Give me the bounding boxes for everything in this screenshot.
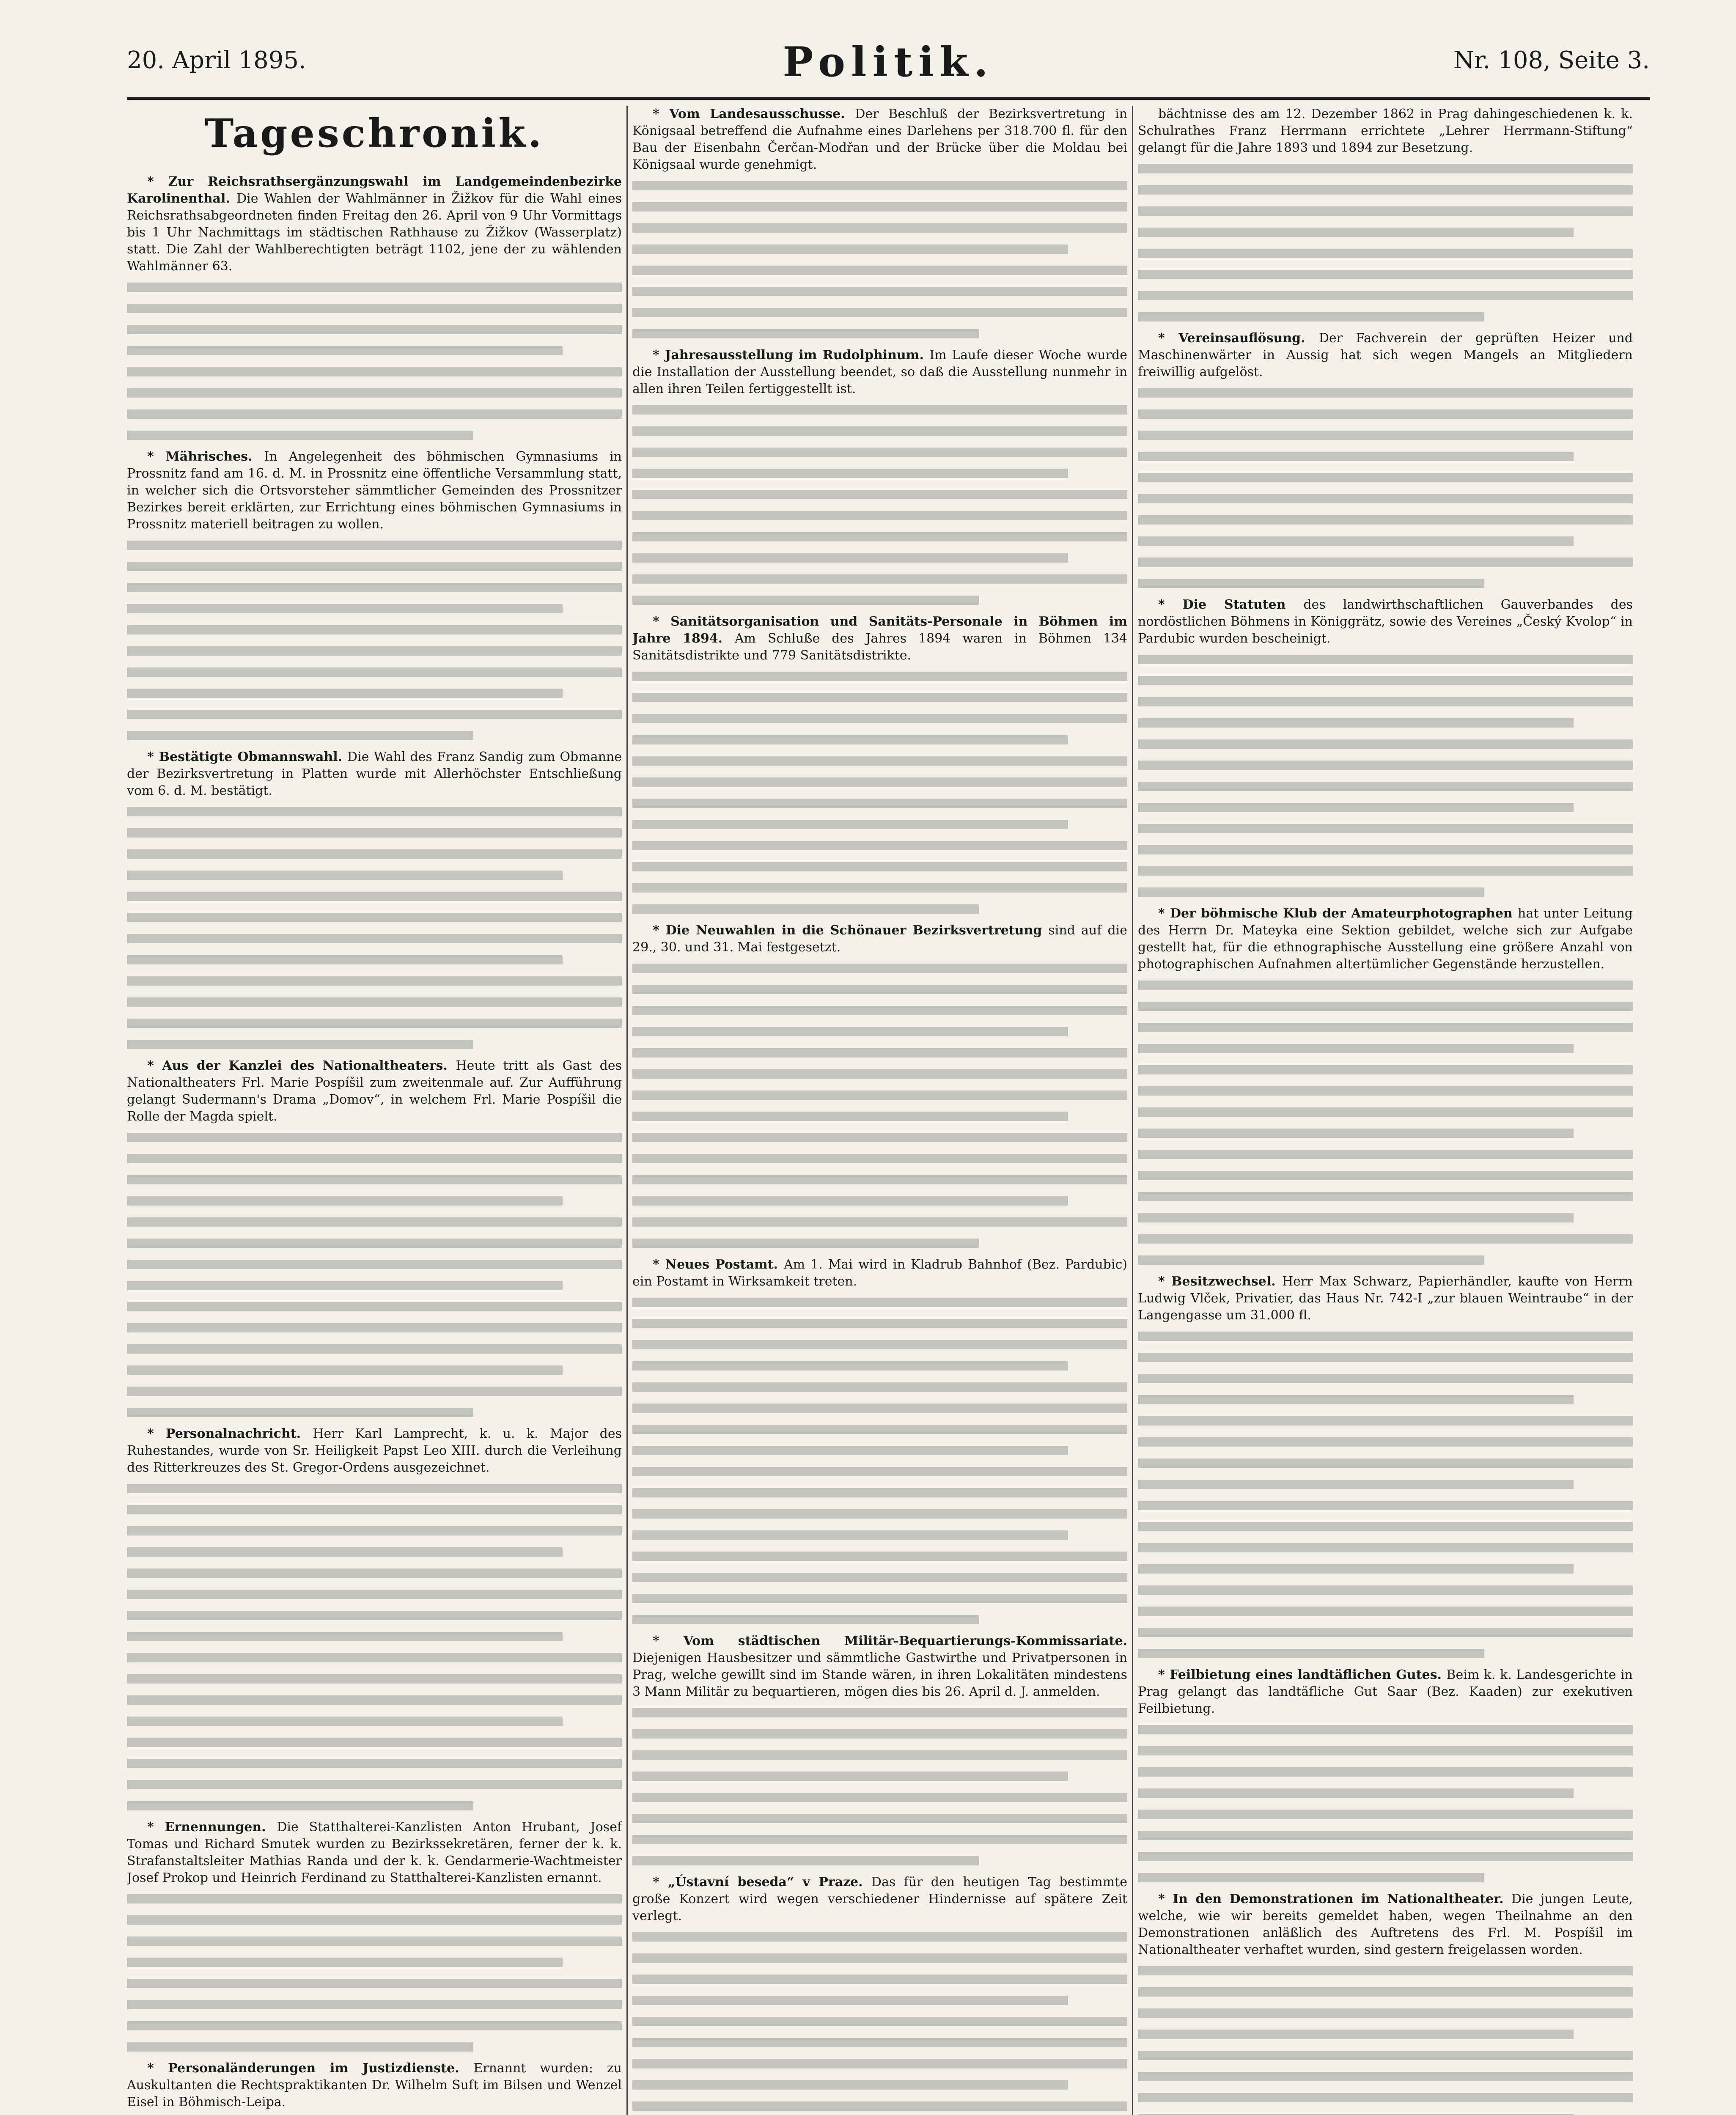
text-line-filler [1138,224,1574,241]
text-line-filler [1138,1743,1633,1760]
text-line-filler [632,981,1127,998]
text-line-filler [127,537,622,554]
article-heading: * Feilbietung eines landtäflichen Gutes. [1158,1667,1447,1682]
text-line-filler [1138,266,1633,283]
text-line-filler [1138,1476,1574,1493]
section-title: Tageschronik. [204,110,544,156]
text-line-filler [1138,651,1633,668]
text-line-filler [127,558,622,575]
article-paragraph [632,1633,1127,1700]
article-paragraph [1138,106,1633,157]
text-line-filler [1138,406,1633,423]
article-paragraph [632,106,1127,173]
text-line-filler [127,601,563,618]
article-paragraph [632,1256,1127,1290]
text-line-filler [127,1954,563,1971]
article-text: des landwirthschaftlichen Gauverbandes des nordöstlichen Böhmens in Königgrätz, sowie des Vereines „Český Kvolop“ in Pardubic wurden bescheinigt. [1138,597,1633,646]
article-heading: * Bestätigte Obmannswahl. [147,750,348,764]
text-line-filler [632,402,1127,419]
text-line-filler [632,1590,1127,1607]
article-text: Herr Max Schwarz, Papierhändler, kaufte von Herrn Ludwig Vlček, Privatier, das Haus Nr. 742-I „zur blauen Weintraube“ in der Langengasse um 31.000 fl. [1138,1274,1633,1323]
text-line-filler [1138,2026,1574,2043]
text-line-filler [127,994,622,1011]
text-line-filler [1138,694,1633,711]
text-line-filler [1138,1019,1633,1036]
text-line-filler [632,1726,1127,1743]
text-line-filler [127,1671,622,1688]
text-line-filler [1138,554,1633,571]
text-line-filler [127,804,622,821]
text-line-filler [1138,1624,1633,1641]
text-line-filler [1138,1582,1633,1599]
article-heading: * „Ústavní beseda“ v Praze. [653,1875,871,1890]
article-paragraph [1138,1273,1633,1324]
text-line-filler [632,1768,1068,1785]
text-line-filler [1138,1125,1574,1142]
text-line-filler [127,643,622,660]
article-paragraph [127,749,622,799]
text-line-filler [127,888,622,905]
text-line-filler [632,444,1127,461]
text-line-filler [127,1544,563,1561]
text-line-filler [1138,1870,1484,1887]
text-line-filler [1138,977,1633,994]
text-line-filler [127,825,622,842]
text-line-filler [127,846,622,863]
text-line-filler [1138,1104,1633,1121]
column-1 [127,106,622,2115]
text-line-filler [1138,715,1574,732]
text-line-filler [632,1358,1068,1375]
text-line-filler [632,2077,1068,2094]
article-paragraph [127,1426,622,1476]
text-line-filler [632,732,1068,749]
text-line-filler [1138,491,1633,508]
article-text: Beim k. k. Landesgerichte in Prag gelangt das landtäfliche Gut Saar (Bez. Kaaden) zur exekutiven Feilbietung. [1138,1667,1633,1716]
text-line-filler [127,1629,563,1645]
text-line-filler [127,1015,622,1032]
text-line-filler [127,1755,622,1772]
text-line-filler [1138,863,1633,880]
text-line-filler [1138,1540,1633,1557]
text-line-filler [1138,309,1484,326]
text-line-filler [632,1214,1127,1231]
text-line-filler [632,668,1127,685]
text-line-filler [632,1442,1068,1459]
text-line-filler [127,1798,473,1815]
article-heading: * Die Statuten [1158,597,1304,612]
text-line-filler [1138,1189,1633,1206]
text-line-filler [1138,182,1633,199]
text-line-filler [127,2039,473,2056]
text-line-filler [1138,2068,1633,2085]
text-line-filler [1138,1785,1574,1802]
text-line-filler [1138,842,1633,859]
text-line-filler [632,1337,1127,1354]
text-line-filler [1138,2047,1633,2064]
text-line-filler [632,1379,1127,1396]
article-paragraph [1138,330,1633,381]
text-line-filler [632,1789,1127,1806]
article-heading: * Vereinsauflösung. [1158,331,1319,346]
text-line-filler [632,1066,1127,1083]
text-line-filler [1138,1645,1484,1662]
text-line-filler [127,664,622,681]
text-line-filler [127,1502,622,1519]
text-line-filler [127,706,622,723]
text-line-filler [127,427,473,444]
text-line-filler [127,1172,622,1189]
text-line-filler [632,486,1127,503]
text-line-filler [632,1527,1068,1544]
article-paragraph [632,922,1127,956]
article-text: Ernannt wurden: zu Auskultanten die Rechtspraktikanten Dr. Wilhelm Suft im Bilsen und Wenzel Eisel in Böhmisch-Leipa. [127,2061,622,2110]
text-line-filler [1138,1849,1633,1865]
text-line-filler [1138,385,1633,402]
text-line-filler [632,2035,1127,2052]
article-heading: * Vom städtischen Militär-Bequartierungs-Kommissariate. [653,1634,1127,1648]
text-line-filler [1138,1764,1633,1781]
text-line-filler [127,1975,622,1992]
text-line-filler [632,1400,1127,1417]
header-title: Politik. [783,38,994,86]
text-line-filler [632,1235,979,1252]
text-line-filler [632,2098,1127,2115]
text-line-filler [1138,1041,1574,1058]
page-header [127,38,1650,89]
text-line-filler [632,508,1127,525]
text-line-filler [632,689,1127,706]
text-line-filler [632,1853,979,1870]
text-line-filler [632,220,1127,237]
text-line-filler [127,1235,622,1252]
article-text: Am Schluße des Jahres 1894 waren in Böhmen 134 Sanitätsdistrikte und 779 Sanitätsdistrikte. [632,631,1127,663]
text-line-filler [1138,821,1633,838]
text-line-filler [632,423,1127,440]
article-text: Im Laufe dieser Woche wurde die Installation der Ausstellung beendet, so daß die Ausstellung nunmehr in allen ihren Teilen fertiggestellt ist. [632,348,1127,396]
article-heading: * Sanitätsorganisation und Sanitäts-Personale in Böhmen im Jahre 1894. [632,614,1127,646]
text-line-filler [632,795,1127,812]
text-line-filler [632,1705,1127,1722]
text-line-filler [127,1933,622,1950]
text-line-filler [632,1172,1127,1189]
text-line-filler [1138,1434,1633,1451]
text-line-filler [632,283,1127,300]
text-line-filler [127,1404,473,1421]
text-line-filler [1138,778,1633,795]
text-line-filler [127,1214,622,1231]
article-text: Das für den heutigen Tag bestimmte große Konzert wird wegen verschiedener Hindernisse auf spätere Zeit verlegt. [632,1875,1127,1923]
text-line-filler [127,1997,622,2013]
text-line-filler [127,321,622,338]
text-line-filler [1138,533,1574,550]
text-line-filler [632,241,1068,258]
text-line-filler [1138,245,1633,262]
text-line-filler [632,2056,1127,2073]
text-line-filler [127,622,622,639]
column-3 [1138,106,1633,2115]
text-line-filler [632,1421,1127,1438]
column-divider [626,106,628,2115]
column-divider [1132,106,1133,2115]
text-line-filler [1138,1827,1633,1844]
text-line-filler [632,1087,1127,1104]
text-line-filler [632,774,1127,791]
text-line-filler [632,1294,1127,1311]
text-line-filler [127,1151,622,1167]
article-text: In Angelegenheit des böhmischen Gymnasiums in Prossnitz fand am 16. d. M. in Prossnitz eine öffentliche Versammlung statt, in welcher sich die Ortsvorsteher sämmtlicher Gemeinden des Prossnitzer Bezirkes bereit erklärten, zur Errichtung eines böhmischen Gymnasiums in Prossnitz materiell beitragen zu wollen. [127,449,622,532]
text-line-filler [1138,1392,1574,1409]
text-line-filler [127,343,563,360]
text-line-filler [632,326,979,343]
article-heading: * Aus der Kanzlei des Nationaltheaters. [147,1058,456,1073]
text-line-filler [632,901,979,918]
article-heading: * Mährisches. [147,449,264,464]
article-text: Herr Karl Lamprecht, k. u. k. Major des Ruhestandes, wurde von Sr. Heiligkeit Papst Leo XIII. durch die Verleihung des Ritterkreuzes des St. Gregor-Ordens ausgezeichnet. [127,1426,622,1475]
article-heading: * Die Neuwahlen in die Schönauer Bezirksvertretung [653,923,1049,938]
text-line-filler [1138,673,1633,689]
text-line-filler [632,711,1127,728]
text-line-filler [127,1777,622,1794]
article-heading: * Jahresausstellung im Rudolphinum. [653,348,930,363]
text-line-filler [1138,1167,1633,1184]
text-line-filler [1138,1963,1633,1980]
text-line-filler [632,2013,1127,2030]
header-rule [127,97,1650,100]
text-line-filler [127,728,473,744]
article-text: Die Wahl des Franz Sandig zum Obmanne der Bezirksvertretung in Platten wurde mit Allerhöchster Entschließung vom 6. d. M. bestätigt. [127,750,622,798]
text-line-filler [632,465,1068,482]
text-line-filler [632,1612,979,1629]
text-line-filler [127,1320,622,1337]
text-line-filler [632,1832,1127,1849]
article-heading: * Personaländerungen im Justizdienste. [147,2061,474,2076]
text-line-filler [1138,1984,1633,2001]
article-text: hat unter Leitung des Herrn Dr. Mateyka eine Sektion gebildet, welche sich zur Aufgabe gestellt hat, für die ethnographische Ausstellung eine größere Anzahl von photographischen Aufnahmen altertümlicher Gegenstände herzustellen. [1138,906,1633,972]
text-line-filler [1138,1083,1633,1100]
text-line-filler [632,1464,1127,1480]
text-line-filler [127,2018,622,2035]
article-heading: * Personalnachricht. [147,1426,313,1441]
text-line-filler [632,753,1127,770]
column-2 [632,106,1127,2115]
text-line-filler [632,1485,1127,1502]
text-line-filler [632,1950,1127,1967]
text-line-filler [632,550,1068,567]
text-line-filler [127,300,622,317]
text-line-filler [127,909,622,926]
text-line-filler [1138,1722,1633,1739]
text-line-filler [1138,203,1633,220]
text-line-filler [1138,1210,1574,1227]
text-line-filler [1138,1806,1633,1823]
text-line-filler [632,859,1127,876]
text-line-filler [1138,427,1633,444]
text-line-filler [127,1299,622,1316]
article-text: bächtnisse des am 12. Dezember 1862 in Prag dahingeschiedenen k. k. Schulrathes Franz Herrmann errichtete „Lehrer Herrmann-Stiftung“ gelangt für die Jahre 1893 und 1894 zur Besetzung. [1138,107,1633,155]
text-line-filler [632,1506,1127,1523]
article-text: sind auf die 29., 30. und 31. Mai festgesetzt. [632,923,1127,955]
article-paragraph [1138,1667,1633,1717]
text-line-filler [632,1316,1127,1332]
article-paragraph [127,2060,622,2111]
text-line-filler [127,1650,622,1667]
article-heading: * Ernennungen. [147,1820,277,1835]
article-heading: * Zur Reichsrathsergänzungswahl im Landgemeindenbezirke Karolinenthal. [127,174,622,206]
text-line-filler [1138,1603,1633,1620]
text-line-filler [632,305,1127,321]
text-line-filler [1138,1062,1633,1079]
text-line-filler [127,385,622,402]
header-date: 20. April 1895. [127,47,306,74]
text-line-filler [127,1912,622,1929]
article-paragraph [127,1819,622,1887]
text-line-filler [632,880,1127,897]
text-line-filler [1138,161,1633,178]
text-line-filler [632,1569,1127,1586]
text-line-filler [1138,1371,1633,1387]
text-line-filler [632,592,979,609]
text-line-filler [127,1277,563,1294]
text-line-filler [1138,1252,1484,1269]
text-line-filler [127,406,622,423]
article-text: Die Wahlen der Wahlmänner in Žižkov für die Wahl eines Reichsrathsabgeordneten finden Freitag den 26. April von 9 Uhr Vormittags bis 1 Uhr Nachmittags im städtischen Rathhause zu Žižkov (Wasserplatz) statt. Die Zahl der Wahlberechtigten beträgt 1102, jene der zu wählenden Wahlmänner 63. [127,191,622,274]
text-line-filler [127,1734,622,1751]
text-line-filler [1138,1328,1633,1345]
text-line-filler [1138,884,1484,901]
text-line-filler [127,952,563,969]
article-text: Der Fachverein der geprüften Heizer und Maschinenwärter in Aussig hat sich wegen Mangels an Mitgliedern freiwillig aufgelöst. [1138,331,1633,379]
text-line-filler [632,199,1127,216]
text-line-filler [632,178,1127,195]
text-line-filler [127,1692,622,1709]
article-paragraph [1138,1891,1633,1958]
text-line-filler [1138,1455,1633,1472]
text-line-filler [632,1129,1127,1146]
text-line-filler [632,1747,1127,1764]
text-line-filler [632,1548,1127,1565]
text-line-filler [127,1256,622,1273]
text-line-filler [127,685,563,702]
text-line-filler [1138,1561,1574,1578]
text-line-filler [127,1193,563,1210]
text-line-filler [127,973,622,990]
text-line-filler [1138,1413,1633,1430]
text-line-filler [127,1480,622,1497]
text-line-filler [1138,998,1633,1015]
article-heading: * Neues Postamt. [653,1257,784,1272]
text-line-filler [1138,2005,1633,2022]
article-heading: * In den Demonstrationen im Nationaltheater. [1158,1892,1512,1906]
article-heading: * Vom Landesausschusse. [653,107,855,121]
article-text: Heute tritt als Gast des Nationaltheaters Frl. Marie Pospíšil zum zweitenmale auf. Zur Aufführung gelangt Sudermann's Drama „Domov“, in welchem Frl. Marie Pospíšil die Rolle der Magda spielt. [127,1058,622,1124]
text-line-filler [127,1341,622,1358]
article-text: Die Statthalterei-Kanzlisten Anton Hrubant, Josef Tomas und Richard Smutek wurden zu Bezirkssekretären, ferner der k. k. Strafanstaltsleiter Mathias Randa und der k. k. Gendarmerie-Wachtmeister Josef Prokop und Heinrich Ferdinand zu Statthalterei-Kanzlisten ernannt. [127,1820,622,1885]
text-line-filler [632,1024,1068,1041]
article-paragraph [127,1058,622,1125]
text-line-filler [127,931,622,948]
text-line-filler [1138,575,1484,592]
text-line-filler [632,838,1127,854]
text-line-filler [632,571,1127,588]
text-line-filler [1138,799,1574,816]
text-line-filler [1138,1519,1633,1535]
text-line-filler [632,262,1127,279]
article-text: Am 1. Mai wird in Kladrub Bahnhof (Bez. Pardubic) ein Postamt in Wirksamkeit treten. [632,1257,1127,1289]
text-line-filler [632,960,1127,977]
text-line-filler [127,1586,622,1603]
text-line-filler [1138,1497,1633,1514]
article-paragraph [127,173,622,275]
text-line-filler [632,1810,1127,1827]
article-text: Der Beschluß der Bezirksvertretung in Königsaal betreffend die Aufnahme eines Darlehens per 318.700 fl. für den Bau der Eisenbahn Čerčan-Modřan und der Brücke über die Moldau bei Königsaal wurde genehmigt. [632,107,1127,172]
text-line-filler [1138,1231,1633,1248]
article-paragraph [1138,905,1633,973]
text-line-filler [632,1992,1068,2009]
text-line-filler [127,580,622,596]
text-line-filler [1138,736,1633,753]
text-line-filler [127,1362,563,1379]
article-paragraph [632,1874,1127,1925]
header-page-number: Nr. 108, Seite 3. [1453,47,1650,74]
text-line-filler [1138,1146,1633,1163]
text-line-filler [1138,288,1633,305]
article-paragraph [632,613,1127,664]
text-line-filler [1138,757,1633,774]
text-line-filler [632,1003,1127,1019]
text-line-filler [127,364,622,381]
text-line-filler [127,1891,622,1908]
text-line-filler [632,1151,1127,1167]
text-line-filler [127,1036,473,1053]
text-line-filler [127,279,622,296]
article-paragraph [632,347,1127,398]
text-line-filler [127,1713,563,1730]
text-line-filler [632,1108,1068,1125]
article-paragraph [127,448,622,533]
text-line-filler [632,1929,1127,1946]
text-line-filler [127,1607,622,1624]
article-text: Diejenigen Hausbesitzer und sämmtliche Gastwirthe und Privatpersonen in Prag, welche gewillt sind im Stande wären, in ihren Lokalitäten mindestens 3 Mann Militär zu bequartieren, mögen dies bis 26. April d. J. anmelden. [632,1651,1127,1699]
text-line-filler [632,816,1068,833]
text-line-filler [1138,448,1574,465]
article-text: Die jungen Leute, welche, wie wir bereits gemeldet haben, wegen Theilnahme an den Demonstrationen anläßlich des Auftretens des Frl. M. Pospíšil im Nationaltheater verhaftet wurden, sind gestern freigelassen worden. [1138,1892,1633,1957]
text-line-filler [127,1383,622,1400]
text-line-filler [1138,2090,1633,2107]
text-line-filler [632,1971,1127,1988]
text-line-filler [1138,470,1633,486]
text-line-filler [632,1193,1068,1210]
text-line-filler [127,1523,622,1540]
text-line-filler [1138,1349,1633,1366]
article-paragraph [1138,596,1633,647]
text-line-filler [127,1129,622,1146]
text-line-filler [1138,512,1633,529]
text-line-filler [127,1565,622,1582]
article-heading: * Besitzwechsel. [1158,1274,1282,1289]
text-line-filler [632,529,1127,546]
text-line-filler [127,867,563,884]
text-line-filler [632,1045,1127,1062]
article-heading: * Der böhmische Klub der Amateurphotographen [1158,906,1518,921]
text-line-filler [1138,2111,1574,2115]
